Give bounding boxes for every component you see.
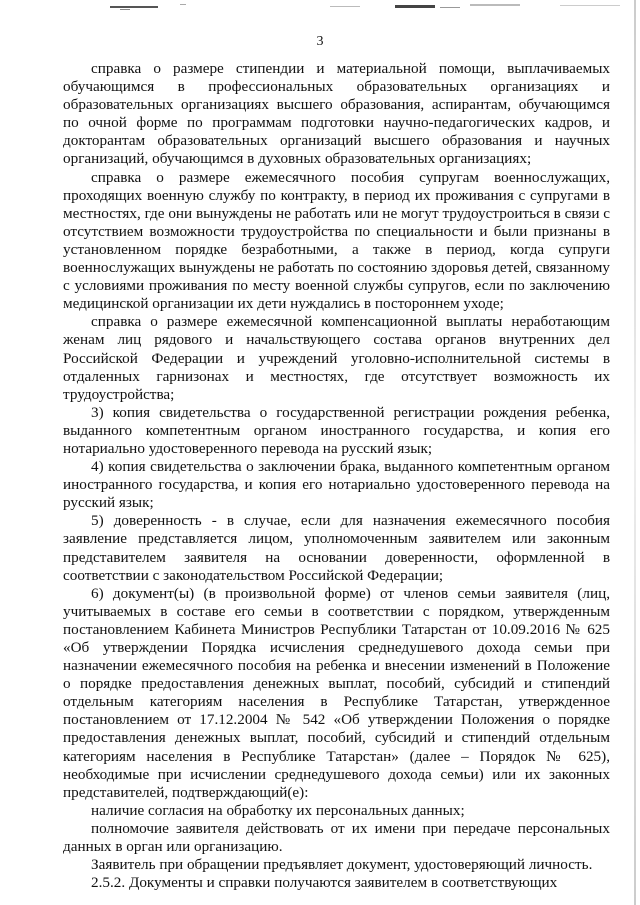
paragraph-item-3: 3) копия свидетельства о государственной регистрации рождения ребенка, выданного компетентным органом иностранного государства, и копия его нотариально удостоверенного перевода на русский язык; xyxy=(63,403,610,457)
paragraph-item-5: 5) доверенность - в случае, если для назначения ежемесячного пособия заявление представляется лицом, уполномоченным заявителем или законным представителем заявителя на основании доверенности, оформленной в соответствии с законодательством Российской Федерации; xyxy=(63,512,610,584)
scan-artifacts xyxy=(0,0,640,20)
paragraph-item-4: 4) копия свидетельства о заключении брака, выданного компетентным органом иностранного государства, и копия его нотариально удостоверенного перевода на русский язык; xyxy=(63,458,610,512)
paragraph-stipend-certificate: справка о размере стипендии и материальной помощи, выплачиваемых обучающимся в профессиональных образовательных организациях и образовательных организациях высшего образования, аспирантам, обучающимся по очной форме по программам подготовки научно-педагогических кадров, и докторантам образовательных организаций высшего образования и научных организаций, обучающимся в духовных образовательных организациях; xyxy=(63,60,610,168)
paragraph-2-5-2: 2.5.2. Документы и справки получаются заявителем в соответствующих xyxy=(91,874,558,892)
scan-edge xyxy=(634,0,636,905)
paragraph-consent: наличие согласия на обработку их персональных данных; xyxy=(91,801,465,819)
paragraph-spouse-allowance-certificate: справка о размере ежемесячного пособия супругам военнослужащих, проходящих военную службу по контракту, в период их проживания с супругами в местностях, где они вынуждены не работать или не могут трудоустроиться в связи с отсутствием возможности трудоустройства по специальности и были признаны в установленном порядке безработными, а также в период, когда супруги военнослужащих вынуждены не работать по состоянию здоровья детей, связанному с условиями проживания по месту военной службы супругов, если по заключению медицинской организации их дети нуждались в постороннем уходе; xyxy=(63,168,610,313)
paragraph-item-6: 6) документ(ы) (в произвольной форме) от членов семьи заявителя (лиц, учитываемых в составе его семьи в соответствии с порядком, утвержденным постановлением Кабинета Министров Республики Татарстан от 10.09.2016 № 625 «Об утверждении Порядка исчисления среднедушевого дохода семьи при назначении ежемесячного пособия на ребенка и внесении изменений в Положение о порядке предоставления денежных выплат, пособий, субсидий и стипендий отдельным категориям населения в Республике Татарстан, утвержденное постановлением от 17.12.2004 № 542 «Об утверждении Положения о порядке предоставления денежных выплат, пособий, субсидий и стипендий отдельным категориям населения в Республике Татарстан» (далее – Порядок № 625), необходимые при исчислении среднедушевого дохода семьи) или их законных представителей, подтверждающий(е): xyxy=(63,584,610,801)
document-body xyxy=(63,60,610,892)
paragraph-compensation-certificate: справка о размере ежемесячной компенсационной выплаты неработающим женам лиц рядового и начальствующего состава органов внутренних дел Российской Федерации и учреждений уголовно-исполнительной системы в отдаленных гарнизонах и местностях, где отсутствует возможность их трудоустройства; xyxy=(63,313,610,403)
paragraph-authority: полномочие заявителя действовать от их имени при передаче персональных данных в орган или организацию. xyxy=(63,819,610,856)
paragraph-identity: Заявитель при обращении предъявляет документ, удостоверяющий личность. xyxy=(91,856,593,874)
page-number: 3 xyxy=(316,34,324,49)
